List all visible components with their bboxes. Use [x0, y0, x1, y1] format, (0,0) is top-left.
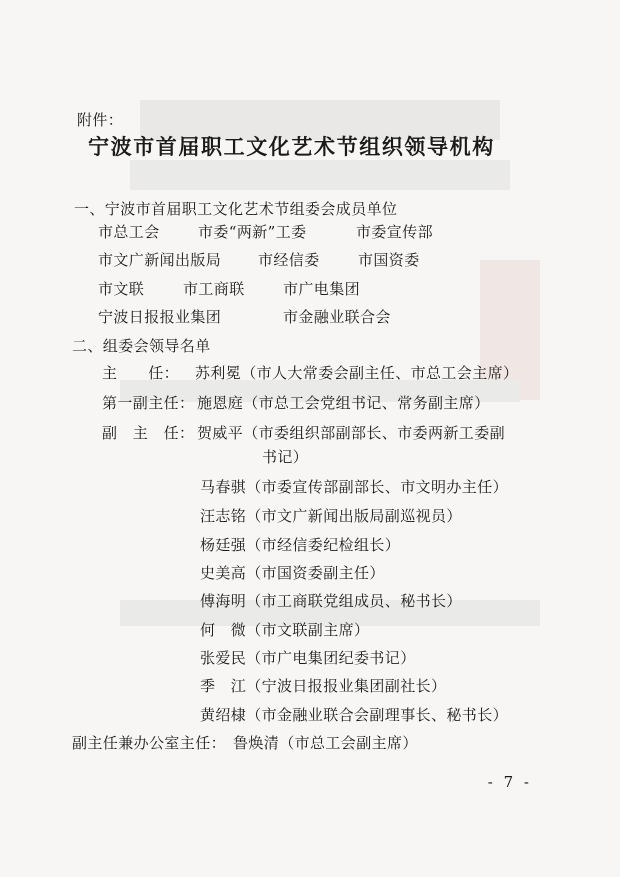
deputy-entry: 汪志铭（市文广新闻出版局副巡视员） [200, 507, 462, 525]
first-deputy-role: 第一副主任： [102, 394, 195, 412]
first-deputy-name: 施恩庭（市总工会党组书记、常务副主席） [197, 394, 490, 412]
deputy-entry: 贺威平（市委组织部副部长、市委两新工委副 [197, 424, 506, 442]
member-unit: 市国资委 [358, 251, 420, 269]
member-unit: 市委宣传部 [356, 223, 434, 241]
deputy-entry: 杨廷强（市经信委纪检组长） [200, 536, 401, 554]
deputy-entry: 傅海明（市工商联党组成员、秘书长） [200, 592, 462, 610]
director-name: 苏利冕（市人大常委会副主任、市总工会主席） [195, 364, 519, 382]
deputies-role: 副 主 任： [102, 424, 195, 442]
page-number: - 7 - [487, 773, 532, 791]
office-director-name: 鲁焕清（市总工会副主席） [233, 734, 418, 752]
member-unit: 市广电集团 [283, 280, 361, 298]
deputy-entry: 史美高（市国资委副主任） [200, 564, 385, 582]
deputy-entry: 黄绍棣（市金融业联合会副理事长、秘书长） [200, 706, 509, 724]
deputy-entry: 马春骐（市委宣传部副部长、市文明办主任） [200, 478, 509, 496]
section1-heading: 一、宁波市首届职工文化艺术节组委会成员单位 [74, 200, 398, 218]
member-unit: 市委“两新”工委 [198, 223, 307, 241]
member-unit: 宁波日报报业集团 [98, 308, 222, 326]
member-unit: 市经信委 [258, 251, 320, 269]
member-unit: 市工商联 [183, 280, 245, 298]
deputy-entry: 季 江（宁波日报报业集团副社长） [200, 677, 447, 695]
director-role: 主 任： [102, 364, 180, 382]
deputy-entry: 何 微（市文联副主席） [200, 621, 370, 639]
office-director-role: 副主任兼办公室主任： [72, 734, 227, 752]
attachment-label: 附件： [77, 111, 124, 129]
section2-heading: 二、组委会领导名单 [72, 337, 211, 355]
deputy-entry: 张爱民（市广电集团纪委书记） [200, 649, 416, 667]
member-unit: 市金融业联合会 [283, 308, 391, 326]
page-title: 宁波市首届职工文化艺术节组织领导机构 [88, 134, 495, 159]
member-unit: 市总工会 [98, 223, 160, 241]
member-unit: 市文联 [98, 280, 145, 298]
deputy-entry-continuation: 书记） [262, 448, 309, 466]
member-unit: 市文广新闻出版局 [98, 251, 222, 269]
